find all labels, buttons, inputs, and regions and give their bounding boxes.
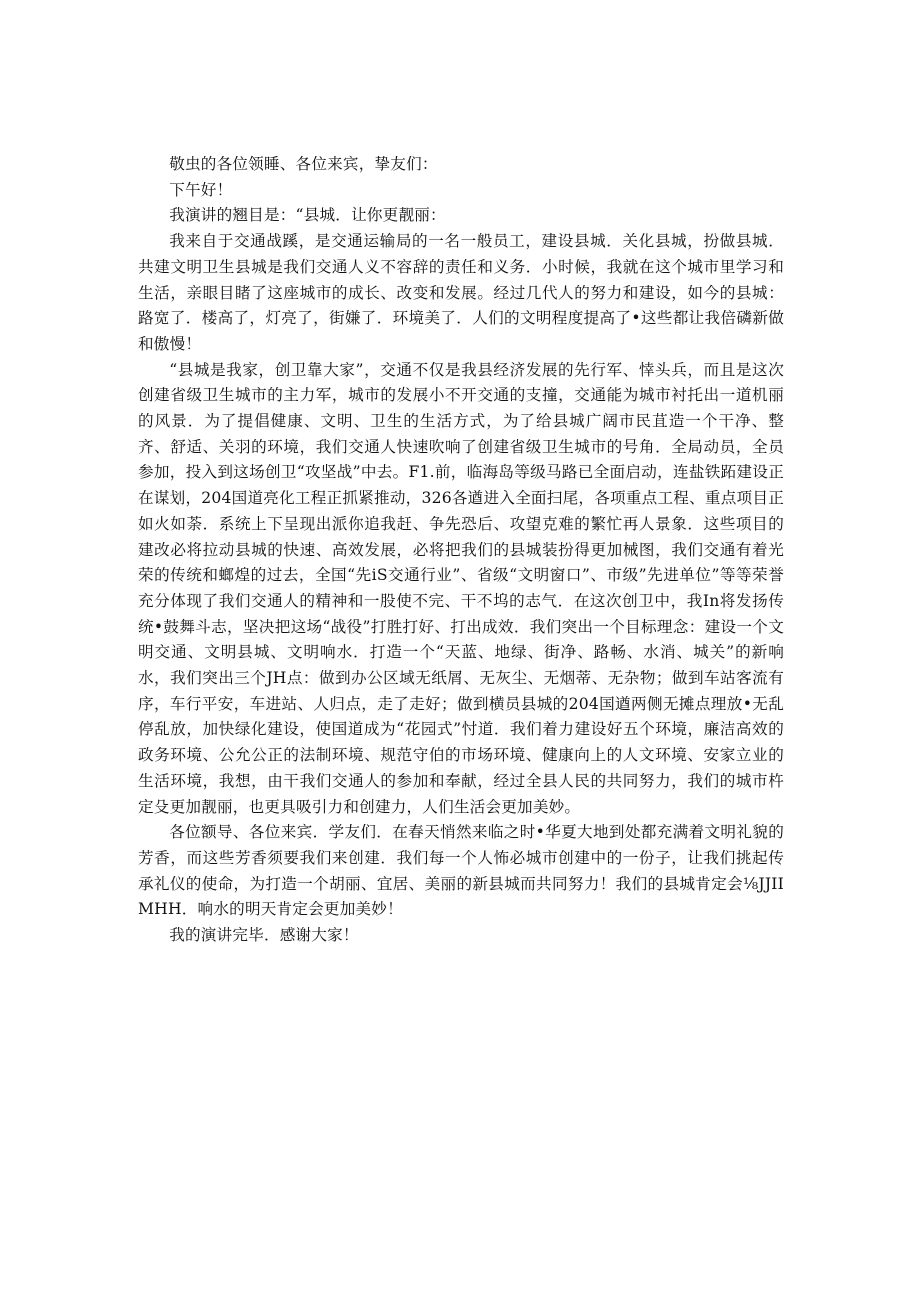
body-paragraph-main: “县城是我家，创卫靠大家”，交通不仅是我县经济发展的先行军、悻头兵，而且是这次创建省级卫生城市的主力军，城市的发展小不开交通的支撞，交通能为城市衬托出一道机丽的风景．为了提倡健康、文明、卫生的生活方式，为了给县城广阔市民苴造一个干净、整齐、舒适、关羽的环境，我们交通人快速吹响了创建省级卫生城市的号角．全局动员，全员参加，投入到这场创卫“攻坚战”中去。F1.前，临海岛等级马路已全面启动，连盐铁跖建设正在谋划，204国道亮化工程正抓紧推动，326各遒进入全面扫尾，各项重点工程、重点项目正如火如荼．系统上下呈现出派你追我赶、争先恐后、攻望克难的繁忙再人景象．这些项目的建改必将拉动县城的快速、高效发展，必将把我们的县城装扮得更加械图，我们交通有着光荣的传统和螂煌的过去，全国“先iS交通行业”、省级“文明窗口”、市级”先进单位”等等荣誉充分体现了我们交通人的精神和一股使不完、干不坞的志气．在这次创卫中，我In将发扬传统•鼓舞斗志，坚决把这场“战役”打胜打好、打出成效．我们突出一个目标理念：建设一个文明交通、文明县城、文明响水．打造一个“天蓝、地绿、街净、路畅、水消、城关”的新响水，我们突出三个JH点：做到办公区域无纸屑、无灰尘、无烟蒂、无杂物；做到车站客流有序，车行平安，车进站、人归点，走了走好；做到横员县城的204国遒两侧无摊点理放•无乱停乱放，加快绿化建设，使国道成为“花园式”忖道．我们着力建设好五个环境，廉洁高效的政务环境、公允公正的法制环境、规范守伯的市场环境、健康向上的人文环境、安家立业的生活环境，我想，由干我们交通人的参加和奉献，经过全县人民的共同努力，我们的城市杵定殳更加靓丽，也更具吸引力和创建力，人们生活会更加美妙。	[138, 360, 784, 816]
salutation: 敬虫的各位领睡、各位来宾，挚友们：	[169, 155, 438, 173]
speech-title-line: 我演讲的翘目是：“县城．让你更靓丽：	[169, 206, 446, 225]
document-body	[138, 152, 784, 949]
closing-line: 我的演讲完毕．感谢大家！	[169, 926, 359, 945]
greeting: 下午好！	[169, 180, 233, 199]
body-paragraph-appeal: 各位额导、各位来宾．学友们．在春天悄然来临之时•华夏大地到处都充满着文明礼貌的芳香，而这些芳香须要我们来创建．我们每一个人怖必城市创建中的一份子，让我们挑起传承礼仪的使命，为打造一个胡丽、宜居、美丽的新县城而共同努力！我们的县城肯定会⅛JJIIMHH．响水的明天肯定会更加美妙！	[138, 823, 784, 919]
body-paragraph-intro: 我来自于交通战蹊，是交通运输局的一名一般员工，建设县城．关化县城，扮做县城．共建文明卫生县城是我们交通人义不容辞的责任和义务．小时候，我就在这个城市里学习和生活，亲眼目睹了这座城市的成长、改变和发展。经过几代人的努力和建设，如今的县城：路宽了．楼高了，灯亮了，街嫌了．环境美了．人们的文明程度提高了•这些都让我倍磷新做和傲慢！	[138, 232, 784, 353]
